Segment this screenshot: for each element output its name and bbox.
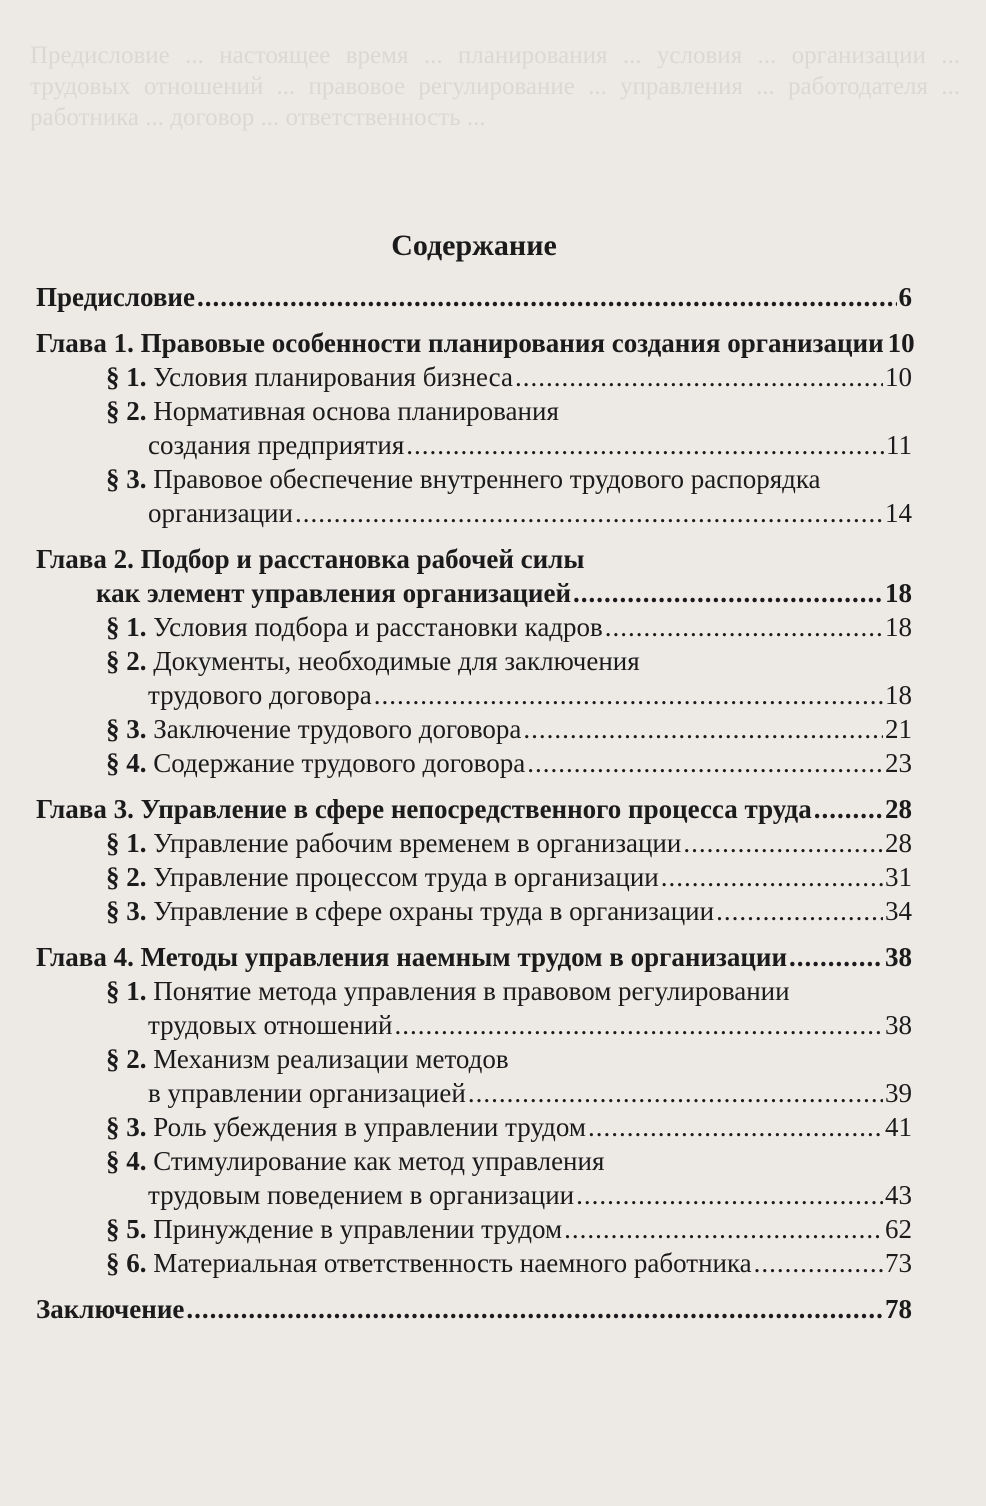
entry-text [96,576,571,610]
toc-entry [36,462,912,530]
dot-leader [515,360,883,394]
dot-leader [394,1008,883,1042]
dot-leader [406,428,884,462]
section-title: Содержание трудового договора [153,748,526,778]
page-number: 21 [885,714,912,744]
chapter-title: Глава 3. Управление в сфере непосредственного процесса труда [36,794,812,824]
page-number: 10 [885,362,912,392]
section-title: Условия планирования бизнеса [153,362,513,392]
toc-line [36,826,912,860]
entry-text [106,894,714,928]
section-title-cont: трудовым поведением в организации [148,1180,575,1210]
toc-entry [36,894,912,928]
section-first-line [36,1042,912,1076]
page-number: 41 [885,1112,912,1142]
chapter-title-cont: как элемент управления организацией [96,578,572,608]
entry-text [36,326,884,360]
page-number: 6 [898,282,912,312]
toc-entry [36,326,915,360]
page-number: 62 [885,1214,912,1244]
toc-entry [36,360,912,394]
section-title: Механизм реализации методов [153,1044,509,1074]
section-number: § 3. [106,1112,154,1142]
entry-text [148,1076,466,1110]
dot-leader [683,826,883,860]
toc-entry [36,1144,912,1212]
entry-text [148,1178,574,1212]
toc-entry [36,542,912,610]
dot-leader [661,860,883,894]
page-number: 43 [885,1180,912,1210]
section-number: § 1. [106,828,154,858]
dot-leader [197,280,897,314]
toc-entry [36,940,912,974]
dot-leader [468,1076,883,1110]
toc-entry [36,1212,912,1246]
section-title: Управление в сфере охраны труда в организации [153,896,715,926]
toc-line [36,1076,912,1110]
entry-text [148,428,404,462]
entry-text [106,360,513,394]
dot-leader [374,678,883,712]
dot-leader [754,1246,883,1280]
toc-entries [36,280,915,1326]
section-number: § 2. [106,646,154,676]
dot-leader [814,792,883,826]
toc-line [36,860,912,894]
page-number: 38 [885,1010,912,1040]
toc-line [36,746,912,780]
chapter-title: Глава 4. Методы управления наемным трудом в организации [36,942,788,972]
toc-line [36,940,912,974]
toc-line [36,576,912,610]
section-first-line [36,644,912,678]
page-number: 23 [885,748,912,778]
page-number: 34 [885,896,912,926]
dot-leader [588,1110,883,1144]
page-number: 39 [885,1078,912,1108]
page-number: 10 [887,328,915,358]
toc-entry [36,746,912,780]
section-number: § 4. [106,748,154,778]
dot-leader [527,746,883,780]
entry-text [106,610,603,644]
page-title: Содержание [391,229,557,262]
page-number: 38 [885,942,912,972]
section-title-cont: организации [148,498,293,528]
toc-line [36,610,912,644]
section-title: Управление рабочим временем в организации [153,828,682,858]
toc-line [36,428,912,462]
page-number: 78 [885,1294,912,1324]
entry-text [106,712,521,746]
entry-text [106,860,659,894]
section-title: Документы, необходимые для заключения [153,646,640,676]
section-first-line [36,1144,912,1178]
dot-leader [716,894,883,928]
toc-line [36,1178,912,1212]
section-title: Принуждение в управлении трудом [153,1214,563,1244]
section-number: § 3. [106,714,154,744]
toc-line [36,360,912,394]
chapter-title: Глава 2. Подбор и расстановка рабочей силы [36,544,585,574]
section-number: § 2. [106,396,154,426]
toc-entry [36,394,912,462]
page-number: 18 [885,578,912,608]
section-title: Управление процессом труда в организации [153,862,659,892]
section-title: Условия подбора и расстановки кадров [153,612,603,642]
toc-entry [36,610,912,644]
page-number: 18 [885,680,912,710]
toc-line [36,1008,912,1042]
toc-entry [36,1246,912,1280]
section-title-cont: создания предприятия [148,430,405,460]
toc-line [36,792,912,826]
entry-text [36,792,812,826]
section-first-line [36,974,912,1008]
dot-leader [576,1178,883,1212]
section-first-line [36,462,912,496]
section-title: Материальная ответственность наемного работника [153,1248,752,1278]
entry-text [148,496,293,530]
section-number: § 2. [106,862,154,892]
entry-text [36,940,787,974]
entry-text [148,1008,392,1042]
section-number: § 1. [106,362,154,392]
section-number: § 3. [106,896,154,926]
entry-text [106,1110,586,1144]
entry-text [106,826,681,860]
toc-line [36,1110,912,1144]
toc-entry [36,1110,912,1144]
toc-line [36,280,912,314]
section-first-line [36,394,912,428]
section-title: Понятие метода управления в правовом регулировании [153,976,790,1006]
toc-entry [36,826,912,860]
page-number: 14 [885,498,912,528]
toc-line [36,712,912,746]
entry-text [36,1292,184,1326]
page-number: 28 [885,828,912,858]
page-number: 31 [885,862,912,892]
section-number: § 6. [106,1248,154,1278]
toc-entry [36,1042,912,1110]
dot-leader [523,712,883,746]
dot-leader [573,576,883,610]
section-number: § 2. [106,1044,154,1074]
entry-label: Заключение [36,1294,185,1324]
section-title: Роль убеждения в управлении трудом [153,1112,586,1142]
entry-label: Предисловие [36,282,195,312]
toc-line [36,894,912,928]
dot-leader [186,1292,883,1326]
dot-leader [789,940,883,974]
toc-line [36,496,912,530]
page-number: 11 [886,430,912,460]
table-of-contents [36,226,915,1326]
dot-leader [564,1212,883,1246]
toc-line [36,326,915,360]
section-title-cont: трудового договора [148,680,372,710]
bleed-through-text: Предисловие ... настоящее время ... планирования ... условия ... организации ... трудовых отношений ... правовое регулирование ... управления ... работодателя ... работника ... договор ... ответственность ... [30,42,960,131]
dot-leader [295,496,883,530]
section-number: § 5. [106,1214,154,1244]
section-number: § 4. [106,1146,154,1176]
toc-line [36,1292,912,1326]
section-title-cont: трудовых отношений [148,1010,393,1040]
dot-leader [605,610,883,644]
entry-text [148,678,372,712]
toc-entry [36,860,912,894]
toc-line [36,1246,912,1280]
page-number: 18 [885,612,912,642]
chapter-title: Глава 1. Правовые особенности планирования создания организации [36,328,884,358]
section-number: § 1. [106,976,154,1006]
section-title: Правовое обеспечение внутреннего трудового распорядка [153,464,821,494]
entry-text [36,280,195,314]
entry-text [106,1246,752,1280]
toc-entry [36,712,912,746]
section-title: Стимулирование как метод управления [153,1146,605,1176]
entry-text [106,746,525,780]
toc-entry [36,644,912,712]
section-number: § 1. [106,612,154,642]
page-number: 73 [885,1248,912,1278]
toc-entry [36,280,912,314]
toc-entry [36,974,912,1042]
entry-text [106,1212,562,1246]
section-title-cont: в управлении организацией [148,1078,466,1108]
section-title: Заключение трудового договора [153,714,522,744]
toc-line [36,678,912,712]
toc-entry [36,1292,912,1326]
page-number: 28 [885,794,912,824]
toc-line [36,1212,912,1246]
toc-entry [36,792,912,826]
section-title: Нормативная основа планирования [153,396,559,426]
section-number: § 3. [106,464,154,494]
